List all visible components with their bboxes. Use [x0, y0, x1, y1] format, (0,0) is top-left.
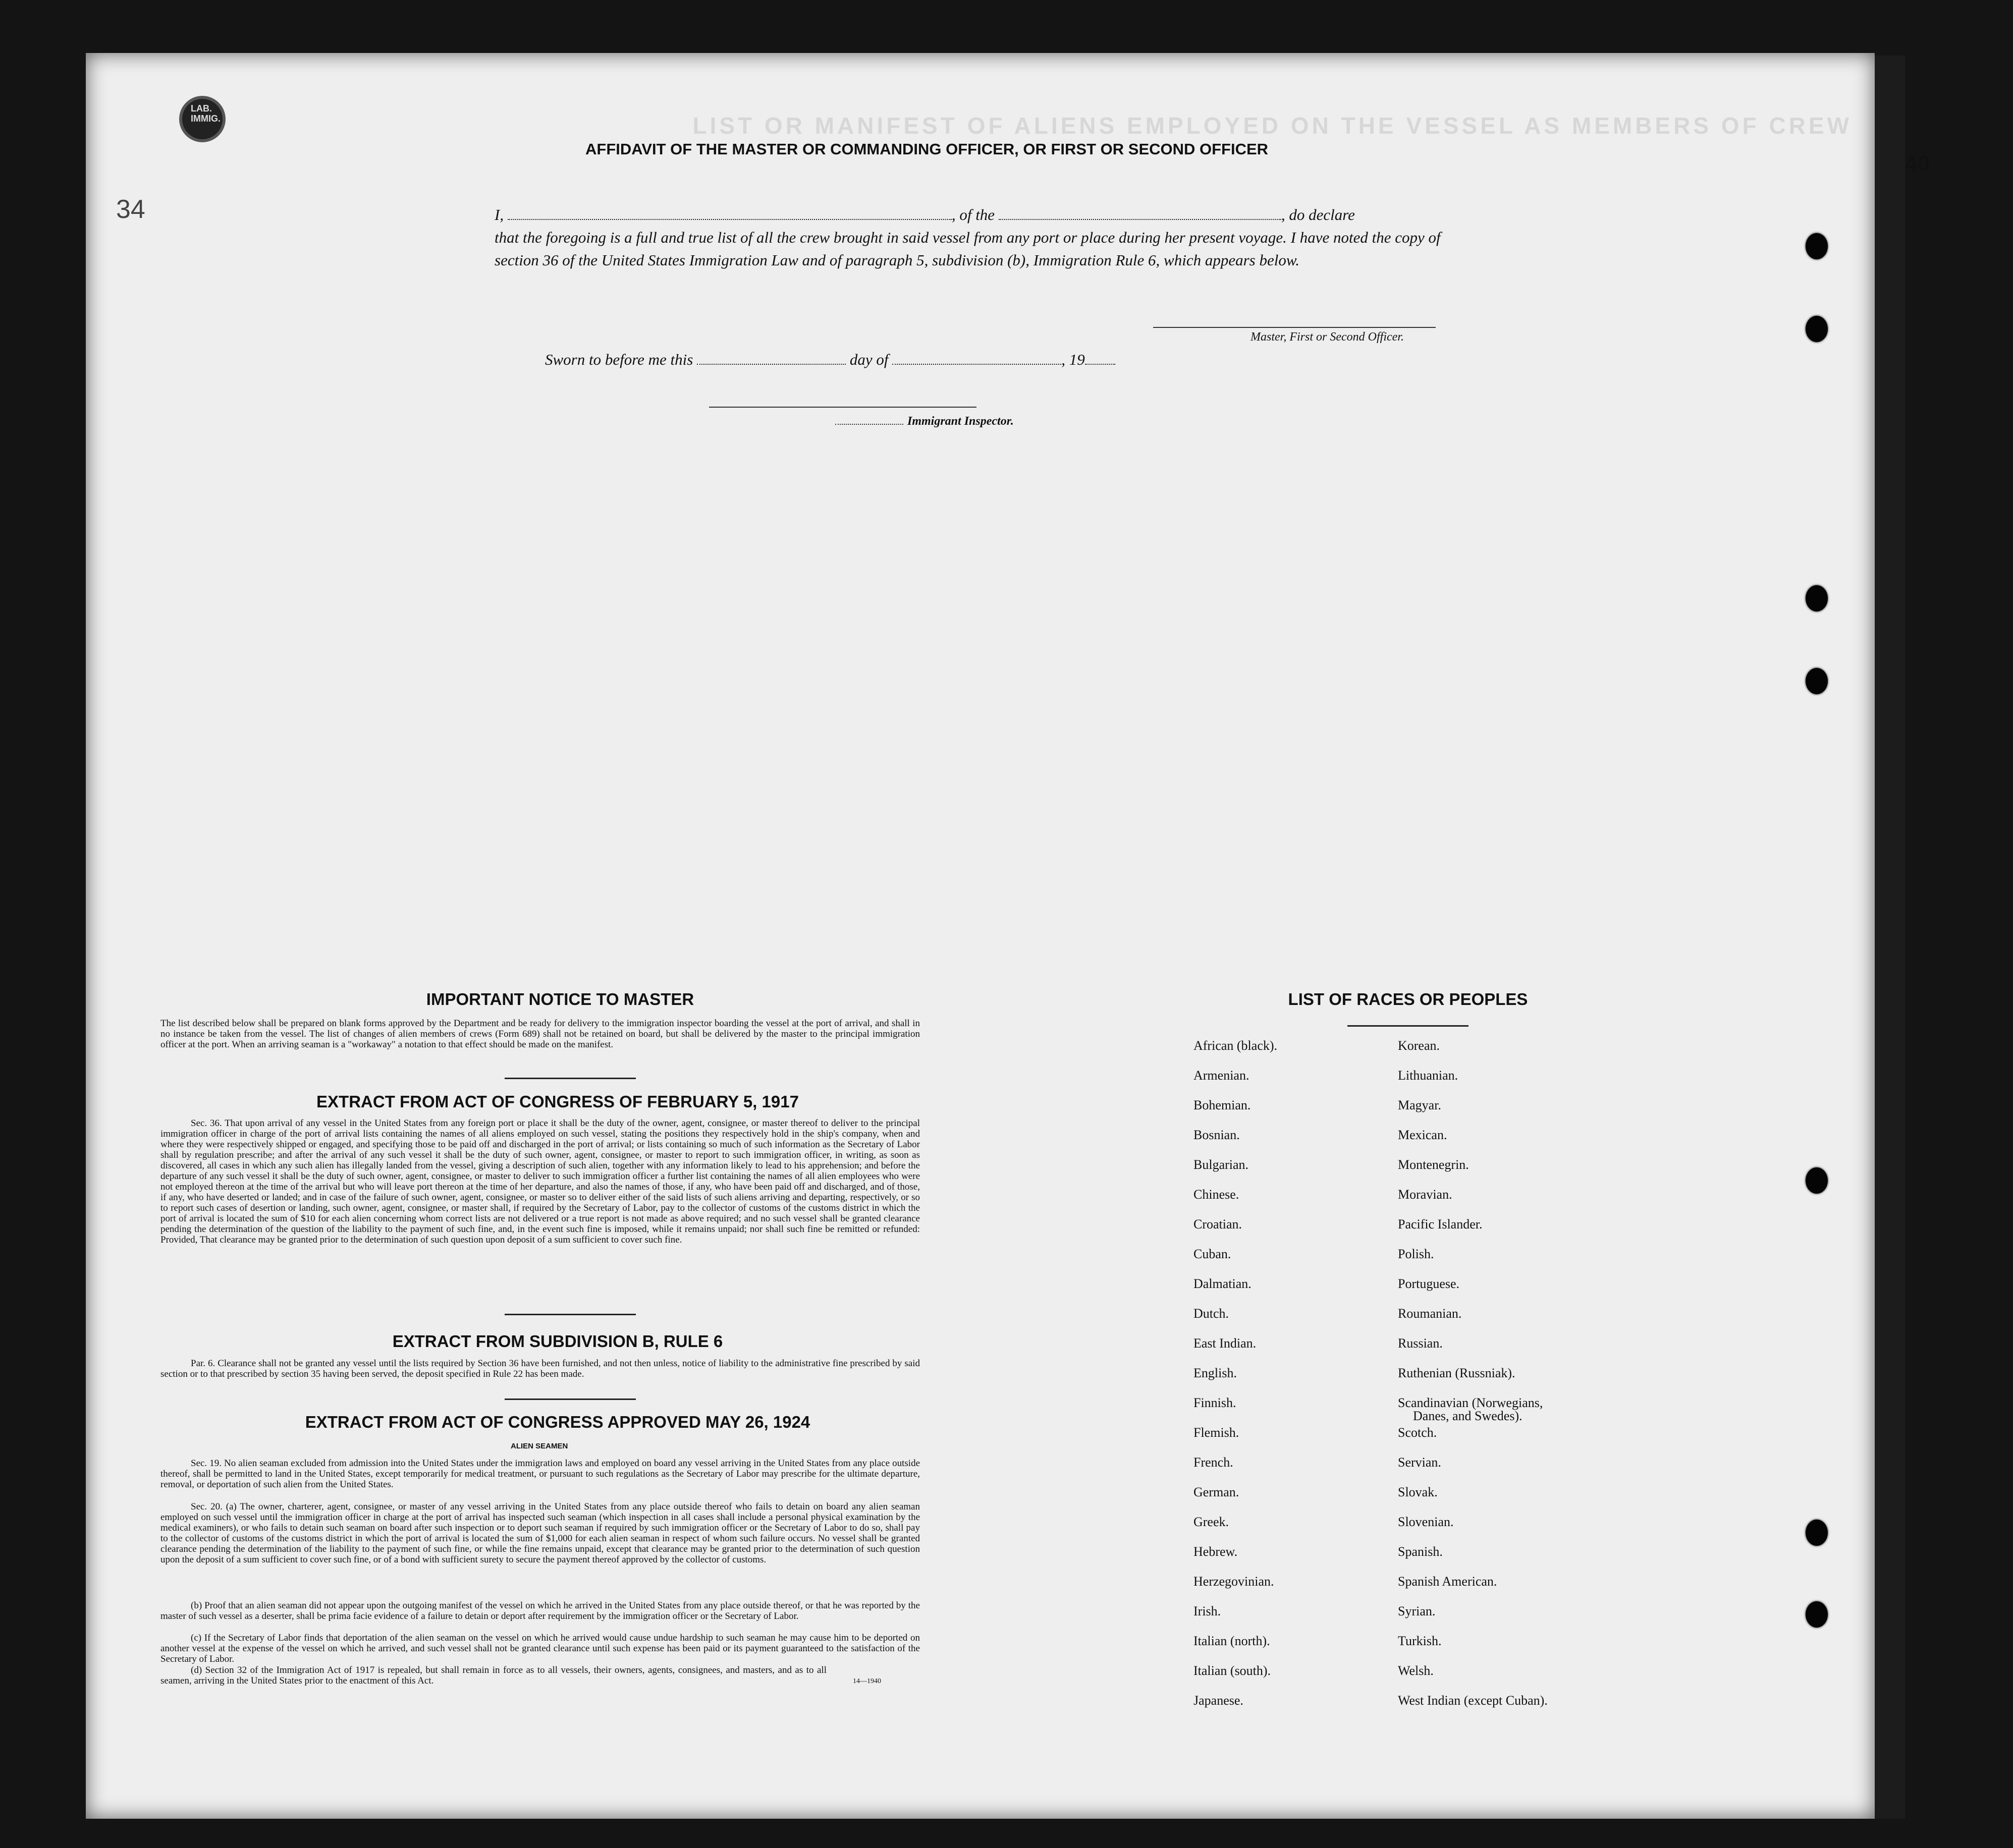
race-item: Flemish. [1193, 1425, 1239, 1440]
races-title-rule [1347, 1025, 1468, 1027]
stamp-line: IMMIG. [191, 114, 221, 124]
race-item: Spanish. [1398, 1544, 1443, 1559]
extract-1924-sec20a: Sec. 20. (a) The owner, charterer, agent, consignee, or master of any vessel arriving in the United States from any place outside thereof who fails to detain on board any alien seaman employed on such vessel until the immigration officer in charge at the port of arrival has inspected such seaman (which inspection in all cases shall include a personal physical examination by the medical examiners), or who fails to detain such seaman on board after such inspection or to deport such seaman if required by such immigration officer or the Secretary of Labor to do so, shall pay to the collector of customs of the customs district in which the port of arrival is located the sum of $1,000 for each alien seaman in respect of whom such failure occurs. No vessel shall be granted clearance pending the determination of the liability to the payment of such fine, or while the fine remains unpaid, except that clearance may be granted prior to the determination of such question upon the deposit of a sum sufficient to cover such fine, or of a bond with sufficient surety to secure the payment thereof approved by the collector of customs. [160, 1501, 920, 1565]
affidavit-body [495, 203, 1479, 271]
divider [505, 1398, 636, 1400]
notice-text: The list described below shall be prepared on blank forms approved by the Department and be ready for delivery to the immigration inspector boarding the vessel at the port of arrival, and shall in no instance be taken from the vessel. The list of changes of alien members of crews (Form 689) shall not be retained on board, but shall be delivered by the master to the principal immigration officer at the port. When an arriving seaman is a "workaway" a notation to that effect should be made on the manifest. [160, 1018, 920, 1050]
race-item: Magyar. [1398, 1098, 1441, 1112]
form-number: 14—1940 [853, 1677, 881, 1685]
race-item: Italian (south). [1193, 1663, 1271, 1678]
race-item: French. [1193, 1455, 1233, 1470]
race-item: Montenegrin. [1398, 1157, 1469, 1172]
affidavit-do-declare: , do declare [1281, 206, 1355, 223]
extract-1924-sec20c: (c) If the Secretary of Labor finds that deportation of the alien seaman on the vessel on which he arrived would cause undue hardship to such seaman he may cause him to be deported on another vessel at the expense of the vessel on which he arrived, and such vessel shall not be granted clearance until such expense has been paid or its payment guaranteed to the satisfaction of the Secretary of Labor. [160, 1633, 920, 1664]
race-item: Turkish. [1398, 1634, 1442, 1648]
alien-seamen-subtitle: ALIEN SEAMEN [511, 1442, 568, 1450]
inspector-label: Immigrant Inspector. [907, 415, 1014, 428]
punch-hole [1806, 316, 1828, 342]
race-item: Korean. [1398, 1038, 1440, 1053]
vessel-blank[interactable] [999, 207, 1281, 220]
race-item: Japanese. [1193, 1693, 1243, 1708]
extract-1924-sec20b: (b) Proof that an alien seaman did not appear upon the outgoing manifest of the vessel on which he arrived in the United States from any place outside thereof, or that he was reported by the master of such vessel as a deserter, shall be prima facie evidence of a failure to detain or deport after requirement by the immigration officer or the Secretary of Labor. [160, 1600, 920, 1621]
race-item: Russian. [1398, 1336, 1443, 1351]
punch-hole [1806, 233, 1828, 259]
race-item: Welsh. [1398, 1663, 1434, 1678]
race-item: East Indian. [1193, 1336, 1257, 1351]
race-item: Servian. [1398, 1455, 1441, 1470]
race-item: Scandinavian (Norwegians, [1398, 1395, 1543, 1410]
race-item: Polish. [1398, 1247, 1434, 1261]
race-item-continuation: Danes, and Swedes). [1413, 1409, 1522, 1423]
stamp-line: LAB. [191, 103, 212, 114]
race-item: Greek. [1193, 1515, 1229, 1529]
page-shadow-edge [1875, 55, 1905, 1819]
signature-line[interactable] [1153, 327, 1436, 328]
race-item: Moravian. [1398, 1187, 1452, 1202]
race-item: Herzegovinian. [1193, 1574, 1274, 1589]
extract-1924-title: EXTRACT FROM ACT OF CONGRESS APPROVED MAY 26, 1924 [305, 1413, 810, 1431]
page-mark-right: 40 [1905, 151, 1930, 176]
race-item: Dalmatian. [1193, 1276, 1252, 1291]
inspector-dotted-line [835, 424, 903, 425]
race-item: German. [1193, 1485, 1239, 1499]
race-item: Finnish. [1193, 1395, 1236, 1410]
race-item: African (black). [1193, 1038, 1278, 1053]
punch-hole [1806, 585, 1828, 611]
divider [505, 1078, 636, 1079]
race-item: Dutch. [1193, 1306, 1229, 1321]
races-title: LIST OF RACES OR PEOPLES [1288, 990, 1528, 1009]
punch-hole [1806, 1520, 1828, 1546]
race-item: Bosnian. [1193, 1128, 1240, 1142]
race-item: Ruthenian (Russniak). [1398, 1366, 1515, 1380]
affidavit-i: I, [495, 206, 504, 223]
race-item: Syrian. [1398, 1604, 1436, 1618]
race-item: Italian (north). [1193, 1634, 1270, 1648]
race-item: Slovenian. [1398, 1515, 1454, 1529]
race-item: Croatian. [1193, 1217, 1242, 1231]
month-blank[interactable] [892, 352, 1061, 365]
race-item: Armenian. [1193, 1068, 1249, 1083]
stamp-text [191, 103, 221, 124]
rule6-text: Par. 6. Clearance shall not be granted any vessel until the lists required by Section 36 have been furnished, and not then unless, notice of liability to the administrative fine prescribed by said section or to that prescribed by section 35 having been served, the deposit specified in Rule 22 has been made. [160, 1358, 920, 1379]
bleed-through-title: LIST OR MANIFEST OF ALIENS EMPLOYED ON THE VESSEL AS MEMBERS OF CREW [692, 113, 1852, 139]
page-mark-left: 34 [116, 195, 145, 224]
race-item: Bohemian. [1193, 1098, 1251, 1112]
punch-hole [1806, 668, 1828, 694]
race-item: West Indian (except Cuban). [1398, 1693, 1548, 1708]
race-item: Chinese. [1193, 1187, 1239, 1202]
affidavit-text: that the foregoing is a full and true list of all the crew brought in said vessel from any port or place during her present voyage. I have noted the copy of section 36 of the United States Immigration Law and of paragraph 5, subdivision (b), Immigration Rule 6, which appears below. [495, 229, 1441, 269]
affidavit-line1 [495, 203, 1479, 226]
race-item: Roumanian. [1398, 1306, 1462, 1321]
race-item: English. [1193, 1366, 1237, 1380]
name-blank[interactable] [508, 207, 952, 220]
rule6-title: EXTRACT FROM SUBDIVISION B, RULE 6 [392, 1332, 723, 1351]
sworn-line [545, 351, 1115, 369]
extract-1924-sec20d: (d) Section 32 of the Immigration Act of 1917 is repealed, but shall remain in force as to all vessels, their owners, agents, consignees, and masters, and as to all seamen, arriving in the United States prior to the enactment of this Act. [160, 1665, 827, 1686]
day-blank[interactable] [697, 352, 846, 365]
race-item: Slovak. [1398, 1485, 1438, 1499]
year-prefix: , 19 [1061, 351, 1085, 368]
extract-1924-sec19: Sec. 19. No alien seaman excluded from admission into the United States under the immigration laws and employed on board any vessel arriving in the United States from any place outside thereof, shall be permitted to land in the United States, except temporarily for medical treatment, or pursuant to such regulations as the Secretary of Labor may prescribe for the ultimate departure, removal, or deportation of such alien from the United States. [160, 1458, 920, 1490]
race-item: Hebrew. [1193, 1544, 1238, 1559]
punch-hole [1806, 1167, 1828, 1194]
race-item: Portuguese. [1398, 1276, 1460, 1291]
extract-1917-text: Sec. 36. That upon arrival of any vessel in the United States from any foreign port or place it shall be the duty of the owner, agent, consignee, or master thereof to deliver to the principal immigration officer in charge of the port of arrival lists containing the names of all aliens employed on such vessel, stating the positions they respectively hold in the ship's company, when and where they were respectively shipped or engaged, and specifying those to be paid off and discharged in the port of arrival; or lists containing so much of such information as the Secretary of Labor shall by regulation prescribe; and after the arrival of any such vessel it shall be the duty of such owner, agent, consignee, or master to report to such immigration officer, in writing, as soon as discovered, all cases in which any such alien has illegally landed from the vessel, giving a description of such alien, together with any information likely to lead to his apprehension; and before the departure of any such vessel it shall be the duty of such owner, agent, consignee, or master to deliver to such immigration officer a further list containing the names of all alien employees who were not employed thereon at the time of the arrival but who will leave port thereon at the time of her departure, and also the names of those, if any, who have been paid off and discharged, and of those, if any, who have deserted or landed; and in case of the failure of such owner, agent, consignee, or master so to deliver either of the said lists of such aliens arriving and departing, respectively, or so to report such cases of desertion or landing, such owner, agent, consignee, or master shall, if required by the Secretary of Labor, pay to the collector of customs of the customs district in which the port of arrival is located the sum of $10 for each alien concerning whom correct lists are not delivered or a true report is not made as above required; and no such vessel shall be granted clearance pending the determination of the question of the liability to the payment of such fine, and, in the event such fine is imposed, while it remains unpaid; nor shall such fine be remitted or refunded: Provided, That clearance may be granted prior to the determination of such question upon deposit of a sum sufficient to cover such fine. [160, 1118, 920, 1245]
divider [505, 1314, 636, 1315]
race-item: Spanish American. [1398, 1574, 1497, 1589]
affidavit-of-the: , of the [951, 206, 995, 223]
sworn-text: Sworn to before me this [545, 351, 693, 368]
race-item: Bulgarian. [1193, 1157, 1249, 1172]
year-blank[interactable] [1085, 352, 1115, 365]
inspector-signature-line[interactable] [709, 407, 976, 408]
day-of-text: day of [849, 351, 889, 368]
notice-title: IMPORTANT NOTICE TO MASTER [426, 990, 694, 1009]
signature-label: Master, First or Second Officer. [1250, 330, 1404, 344]
race-item: Pacific Islander. [1398, 1217, 1483, 1231]
race-item: Irish. [1193, 1604, 1221, 1618]
race-item: Mexican. [1398, 1128, 1447, 1142]
race-item: Scotch. [1398, 1425, 1437, 1440]
affidavit-title: AFFIDAVIT OF THE MASTER OR COMMANDING OFFICER, OR FIRST OR SECOND OFFICER [585, 140, 1269, 158]
punch-hole [1806, 1601, 1828, 1628]
race-item: Lithuanian. [1398, 1068, 1458, 1083]
race-item: Cuban. [1193, 1247, 1231, 1261]
extract-1917-title: EXTRACT FROM ACT OF CONGRESS OF FEBRUARY 5, 1917 [316, 1092, 799, 1111]
